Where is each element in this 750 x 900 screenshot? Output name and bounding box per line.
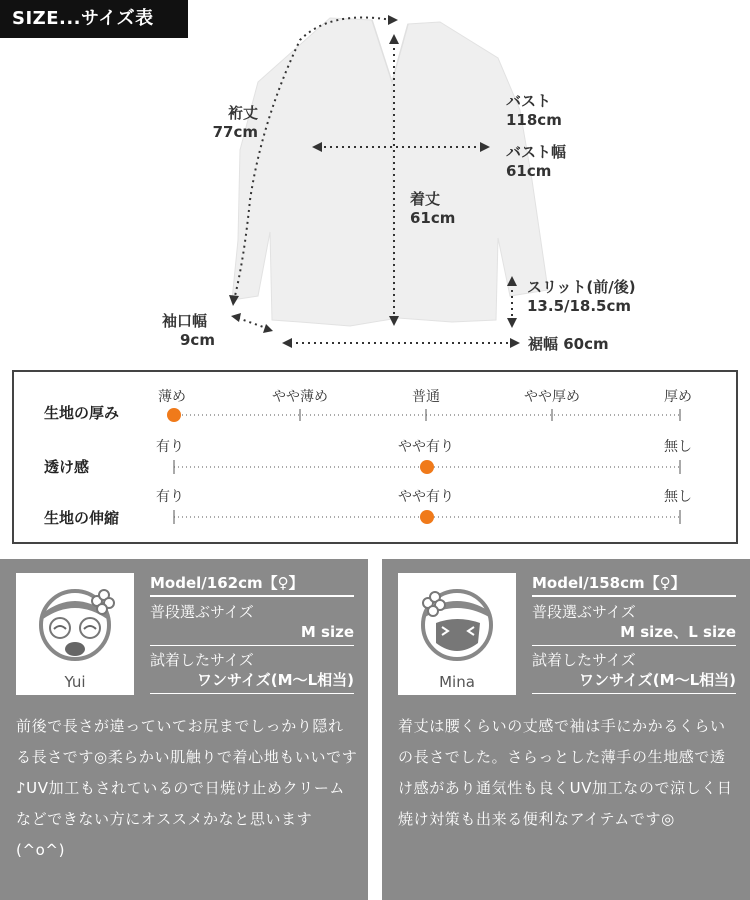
bust-width-value: 61cm xyxy=(506,162,552,180)
avatar xyxy=(16,573,134,695)
transparency-label: 透け感 xyxy=(44,458,90,476)
model-comment: 前後で長さが違っていてお尻までしっかり隠れる長さです◎柔らかい肌触りで着心地もいいです♪UV加工もされているので日焼け止めクリームなどできない方にオススメかなと思います(^o^) xyxy=(16,717,358,859)
length-value: 61cm xyxy=(410,209,456,227)
sleeve-length-name: 裄丈 xyxy=(227,104,258,122)
model-height: Model/162cm【♀】 xyxy=(150,573,354,597)
cuff-name: 袖口幅 xyxy=(162,312,208,330)
stretch-tick-1: やや有り xyxy=(398,489,454,505)
cuff-label xyxy=(162,312,215,350)
thickness-tick-3: やや厚め xyxy=(524,389,580,405)
bust-width-label xyxy=(506,143,566,181)
hem-name: 裾幅 xyxy=(528,335,559,353)
model-comment: 着丈は腰くらいの丈感で袖は手にかかるくらいの長さでした。さらっとした薄手の生地感で透け感があり通気性も良くUV加工なので涼しく日焼け対策も出来る便利なアイテムです◎ xyxy=(398,717,733,828)
model-height: Model/158cm【♀】 xyxy=(532,573,736,597)
slit-label xyxy=(527,278,636,316)
model-panel-mina xyxy=(382,559,750,900)
sleeve-length-label xyxy=(208,104,258,142)
transparency-tick-2: 無し xyxy=(664,439,692,455)
smiling-face-icon xyxy=(16,573,134,673)
cuff-value: 9cm xyxy=(180,331,215,349)
bust-value: 118cm xyxy=(506,111,562,129)
transparency-tick-0: 有り xyxy=(156,439,184,455)
thickness-tick-0: 薄め xyxy=(158,389,186,405)
thickness-tick-4: 厚め xyxy=(664,389,692,405)
thickness-tick-2: 普通 xyxy=(412,389,440,405)
sleeve-length-value: 77cm xyxy=(212,123,258,141)
cardigan-illustration xyxy=(0,0,750,370)
bust-name: バスト xyxy=(506,92,552,110)
stretch-tick-0: 有り xyxy=(156,489,184,505)
divider xyxy=(150,645,354,646)
bust-width-name: バスト幅 xyxy=(506,143,567,161)
length-label xyxy=(410,190,455,228)
fabric-thickness-label: 生地の厚み xyxy=(44,404,120,422)
winking-face-icon xyxy=(398,573,516,673)
usual-size-label: 普段選ぶサイズ xyxy=(150,603,254,621)
tried-size-label: 試着したサイズ xyxy=(150,651,254,669)
avatar xyxy=(398,573,516,695)
usual-size-value: M size、L size xyxy=(620,623,736,641)
slit-name: スリット(前/後) xyxy=(527,278,636,296)
thickness-tick-1: やや薄め xyxy=(272,389,328,405)
tried-size-value: ワンサイズ(M〜L相当) xyxy=(579,671,736,689)
divider xyxy=(532,693,736,694)
length-name: 着丈 xyxy=(410,190,441,208)
hem-value: 60cm xyxy=(563,335,609,353)
model-name: Yui xyxy=(64,673,86,691)
tried-size-value: ワンサイズ(M〜L相当) xyxy=(197,671,354,689)
model-panel-yui xyxy=(0,559,368,900)
tried-size-label: 試着したサイズ xyxy=(532,651,636,669)
usual-size-value: M size xyxy=(300,623,354,641)
stretch-tick-2: 無し xyxy=(664,489,692,505)
thickness-marker xyxy=(167,408,181,422)
stretch-label: 生地の伸縮 xyxy=(44,509,120,527)
transparency-tick-1: やや有り xyxy=(398,439,454,455)
hem-label xyxy=(528,335,609,354)
fabric-scales xyxy=(14,372,736,542)
bust-label xyxy=(506,92,562,130)
size-chart-title: SIZE...サイズ表 xyxy=(0,0,188,38)
model-name: Mina xyxy=(439,673,475,691)
transparency-marker xyxy=(420,460,434,474)
stretch-marker xyxy=(420,510,434,524)
divider xyxy=(150,693,354,694)
fabric-attributes-table xyxy=(12,370,738,544)
divider xyxy=(532,645,736,646)
usual-size-label: 普段選ぶサイズ xyxy=(532,603,636,621)
garment-diagram xyxy=(0,0,750,370)
slit-value: 13.5/18.5cm xyxy=(527,297,632,315)
